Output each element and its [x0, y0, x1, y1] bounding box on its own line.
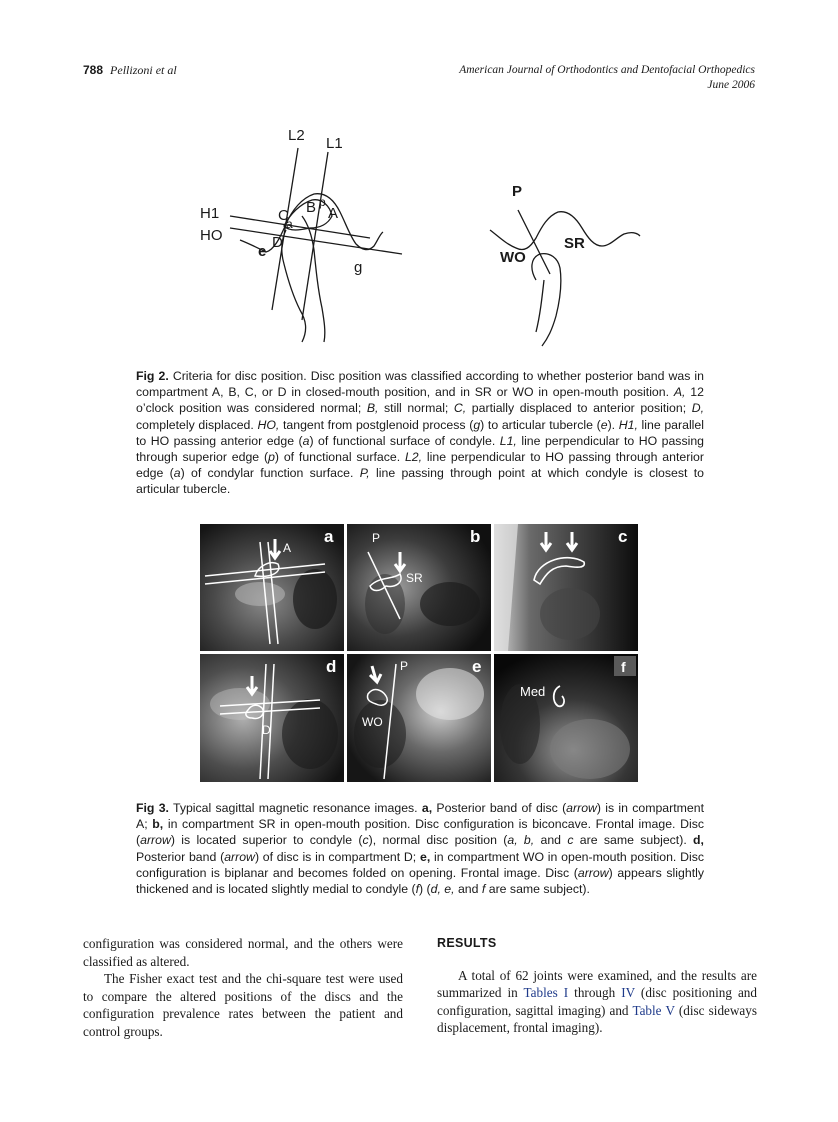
mri-label-Med: Med	[520, 684, 546, 699]
mri-label-P-b: P	[372, 531, 381, 545]
caption-italic: H1,	[618, 417, 638, 432]
table-link-tables-i[interactable]: Tables I	[523, 985, 569, 1000]
caption-italic: p	[268, 450, 275, 465]
caption-italic: e	[600, 417, 608, 432]
caption-text: ) of condylar function surface.	[180, 466, 360, 481]
figure-2-drawing	[190, 120, 650, 350]
body-text: through	[568, 985, 622, 1000]
caption-italic: A,	[673, 385, 686, 400]
running-authors: Pellizoni et al	[110, 63, 177, 77]
figure-2-caption	[136, 368, 704, 498]
mri-label-D: D	[262, 723, 271, 737]
caption-text: are same subject).	[573, 833, 694, 848]
caption-italic: HO,	[257, 417, 280, 432]
l1-line	[302, 152, 328, 320]
caption-text: ) appears slightly thickened and is located slightly medial to condyle (	[136, 865, 704, 897]
caption-text: ) (	[419, 882, 431, 897]
journal-name: American Journal of Orthodontics and Dentofacial Orthopedics	[459, 64, 755, 76]
caption-italic: d, e,	[430, 882, 455, 897]
body-column-right	[437, 935, 757, 1037]
body-text: A total of 62 joints were examined, and the results are summarized in	[437, 967, 757, 1000]
caption-italic: L1,	[499, 433, 517, 448]
table-link-iv[interactable]: IV	[621, 985, 635, 1000]
label-L1: L1	[326, 135, 343, 152]
caption-bold: e,	[420, 849, 431, 864]
mri-label-WO: WO	[362, 715, 383, 729]
figure-3-caption	[136, 800, 704, 897]
caption-italic: P,	[359, 466, 370, 481]
caption-italic: f	[415, 882, 419, 897]
caption-text: partially displaced to anterior position;	[466, 401, 692, 416]
caption-text: line perpendicular to HO passing through anterior edge (	[136, 450, 704, 481]
label-p: p	[319, 195, 326, 209]
running-header-left	[83, 63, 177, 78]
caption-italic: L2,	[404, 450, 423, 465]
caption-text: Criteria for disc position. Disc position was classified according to whether posterior band was in compartment A, B, C, or D in closed-mouth position, and in SR or WO in open-mouth position.	[136, 369, 704, 400]
caption-text: ), normal disc position (	[368, 833, 508, 848]
caption-text: tangent from postglenoid process (	[279, 417, 474, 432]
caption-italic: D,	[691, 401, 705, 416]
caption-label: Fig 3.	[136, 801, 169, 815]
l2-line	[272, 148, 298, 310]
label-B: B	[306, 199, 317, 216]
caption-bold: b,	[152, 817, 164, 832]
caption-italic: f	[481, 882, 486, 897]
caption-text: are same subject).	[485, 882, 590, 897]
label-a: a	[286, 217, 293, 231]
caption-italic: arrow	[224, 849, 255, 864]
caption-italic: B,	[366, 401, 379, 416]
figure-2-svg	[190, 120, 650, 350]
caption-text: line passing through point at which condyle is closest to articular tubercle.	[136, 466, 704, 497]
caption-label: Fig 2.	[136, 369, 169, 383]
caption-italic: a	[173, 466, 181, 481]
condyle-contour	[282, 230, 306, 342]
figure-3-svg	[200, 524, 638, 782]
mri-panel-d	[200, 654, 344, 782]
label-WO: WO	[500, 249, 526, 266]
caption-text: ) of functional surface of condyle.	[309, 433, 500, 448]
label-g: g	[354, 259, 363, 276]
figure-3-mri-grid	[200, 524, 638, 782]
caption-italic: arrow	[140, 833, 171, 848]
body-text: (disc sideways displacement, frontal imaging).	[437, 1002, 758, 1035]
label-P: P	[512, 183, 523, 200]
panel-label-a: a	[324, 527, 334, 546]
page-number: 788	[83, 63, 104, 77]
label-L2: L2	[288, 127, 305, 144]
label-SR: SR	[564, 235, 585, 252]
caption-text: still normal;	[378, 401, 454, 416]
caption-text: in compartment SR in open-mouth position. Disc configuration is biconcave. Frontal image. Disc (	[136, 817, 704, 848]
caption-text: completely displaced.	[136, 417, 258, 432]
label-e: e	[258, 243, 267, 260]
caption-text: and	[534, 833, 568, 848]
caption-text: line perpendicular to HO passing through superior edge (	[136, 433, 705, 465]
mri-panel-a	[200, 524, 344, 651]
caption-italic: arrow	[566, 801, 597, 815]
body-paragraph	[437, 967, 757, 1037]
caption-bold: d,	[693, 833, 704, 848]
body-column-left	[83, 935, 403, 1040]
mri-panel-c	[494, 524, 638, 651]
caption-italic: a, b,	[507, 833, 535, 848]
mri-panel-b	[347, 524, 491, 651]
caption-text: and	[454, 882, 482, 897]
caption-italic: c	[567, 833, 574, 848]
caption-text: ) of disc is in compartment D;	[254, 849, 420, 864]
caption-text: Typical sagittal magnetic resonance images.	[168, 801, 422, 815]
caption-italic: arrow	[577, 865, 609, 880]
caption-text: line parallel to HO passing anterior edge (	[136, 417, 704, 448]
panel-label-d: d	[326, 657, 337, 676]
right-condyle-inner	[536, 280, 544, 332]
section-heading-results: RESULTS	[437, 936, 497, 950]
caption-text: ) to articular tubercle (	[480, 417, 601, 432]
caption-text: in compartment WO in open-mouth position. Disc configuration is biplanar and becomes folded on opening. Frontal image. Disc (	[136, 849, 705, 880]
body-paragraph: The Fisher exact test and the chi-square test were used to compare the altered positions of the discs and the configuration prevalence rates between the patient and control groups.	[83, 971, 403, 1039]
table-link-table-v[interactable]: Table V	[632, 1002, 675, 1018]
mri-label-A: A	[283, 541, 292, 555]
issue-date: June 2006	[707, 79, 755, 91]
label-D: D	[272, 234, 283, 251]
caption-italic: c	[362, 833, 369, 848]
label-HO: HO	[200, 227, 223, 244]
caption-bold: a,	[421, 801, 433, 815]
panel-label-b: b	[470, 527, 481, 546]
mri-label-P-e: P	[400, 659, 409, 673]
caption-italic: a	[302, 433, 310, 448]
caption-text: ) is located superior to condyle (	[170, 833, 363, 848]
caption-italic: C,	[453, 401, 467, 416]
running-header-right	[459, 63, 755, 93]
body-text: (disc positioning and configuration, sagittal imaging) and	[437, 985, 757, 1018]
mri-label-SR: SR	[406, 571, 423, 585]
mri-panel-f	[494, 654, 638, 782]
label-H1: H1	[200, 205, 220, 222]
caption-text: Posterior band of disc (	[432, 801, 567, 815]
label-A: A	[328, 205, 339, 222]
caption-text: ) is in compartment A;	[136, 801, 704, 832]
panel-label-e: e	[472, 657, 482, 676]
label-C: C	[278, 207, 289, 224]
caption-text: ).	[607, 417, 619, 432]
h1-line	[230, 216, 370, 238]
caption-text: ) of functional surface.	[274, 450, 405, 465]
caption-text: 12 o’clock position was considered normal;	[136, 385, 704, 416]
caption-italic: g	[473, 417, 481, 432]
mri-panel-e	[347, 654, 491, 782]
panel-label-f: f	[621, 659, 626, 675]
caption-text: Posterior band (	[136, 849, 225, 864]
body-paragraph: configuration was considered normal, and the others were classified as altered.	[83, 936, 403, 969]
panel-label-c: c	[618, 527, 628, 546]
